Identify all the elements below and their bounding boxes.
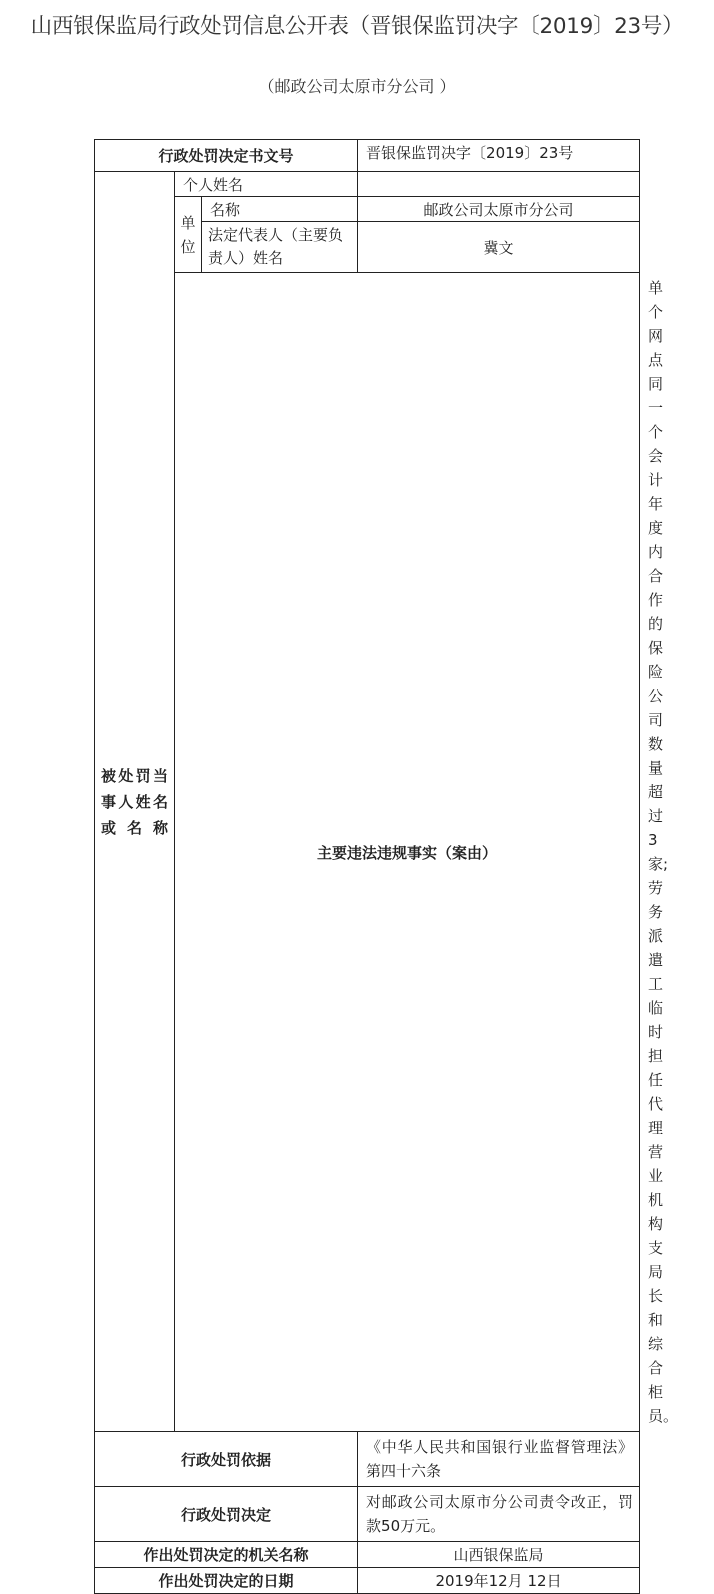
party-label: 被处罚当事人姓名或名称 [95,172,175,1432]
unit-label: 单位 [175,197,202,273]
doc-number-label: 行政处罚决定书文号 [95,140,358,172]
basis-value: 《中华人民共和国银行业监督管理法》第四十六条 [358,1432,640,1487]
date-label: 作出处罚决定的日期 [95,1568,358,1594]
date-value: 2019年12月 12日 [358,1568,640,1594]
basis-label: 行政处罚依据 [95,1432,358,1487]
decision-label: 行政处罚决定 [95,1487,358,1542]
row-facts: 主要违法违规事实（案由） 单个网点同一个会计年度内合作的保险公司数量超过3家;劳务派遣工临时担任代理营业机构支局长和综合柜员。 [95,273,640,1432]
doc-number-value: 晋银保监罚决字〔2019〕23号 [358,140,640,172]
row-unit-name [95,197,640,222]
row-decision [95,1487,640,1542]
row-authority [95,1542,640,1568]
row-doc-number [95,140,640,172]
authority-value: 山西银保监局 [358,1542,640,1568]
facts-label: 主要违法违规事实（案由） [175,273,640,1432]
page-title: 山西银保监局行政处罚信息公开表（晋银保监罚决字〔2019〕23号） [30,14,684,39]
decision-value: 对邮政公司太原市分公司责令改正，罚款50万元。 [358,1487,640,1542]
unit-name-value: 邮政公司太原市分公司 [358,197,640,222]
row-date [95,1568,640,1594]
row-basis [95,1432,640,1487]
page-subtitle: （邮政公司太原市分公司 ） [258,77,456,96]
legal-rep-label: 法定代表人（主要负责人）姓名 [202,222,358,273]
penalty-table [94,139,679,1594]
row-person-name [95,172,640,197]
authority-label: 作出处罚决定的机关名称 [95,1542,358,1568]
person-name-label: 个人姓名 [175,172,358,197]
unit-name-label: 名称 [202,197,358,222]
legal-rep-value: 冀文 [358,222,640,273]
person-name-value [358,172,640,197]
